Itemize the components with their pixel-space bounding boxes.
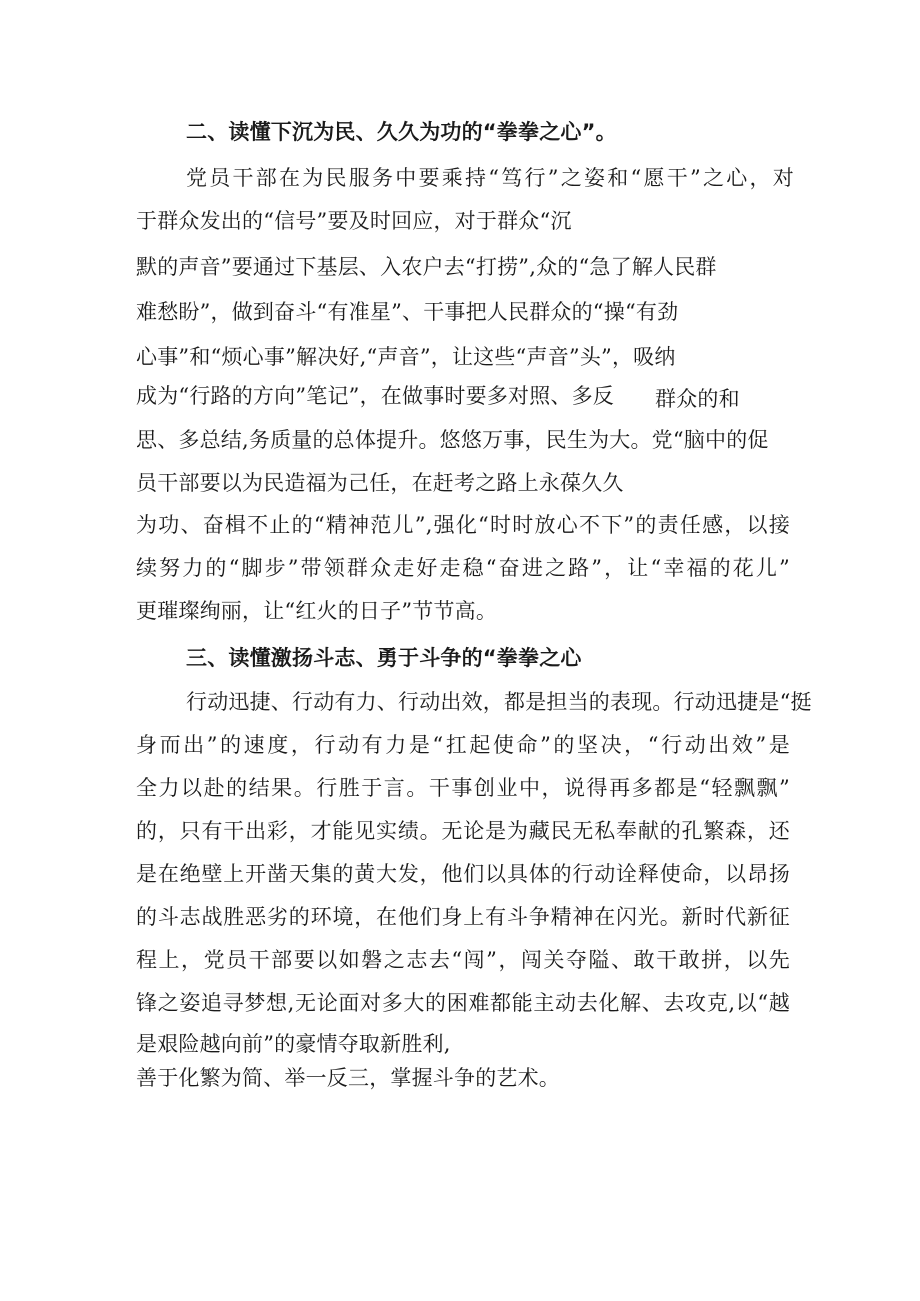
paragraph-line: 默的声音”要通过下基层、入农户去“打捞”,众的“急了解人民群 <box>136 255 717 279</box>
paragraph-line: 成为“行路的方向”笔记”，在做事时要多对照、多反 <box>136 384 615 408</box>
paragraph-line: 全力以赴的结果。行胜于言。干事创业中，说得再多都是“轻飘飘” <box>136 776 790 800</box>
paragraph-line: 身而出”的速度，行动有力是“扛起使命”的坚决，“行动出效”是 <box>136 733 790 757</box>
paragraph-line: 心事”和“烦心事”解决好,“声音”，让这些“声音”头”，吸纳 <box>136 345 676 369</box>
paragraph-line: 是艰险越向前”的豪情夺取新胜利, <box>136 1032 451 1056</box>
section-3-heading: 三、读懂激扬斗志、勇于斗争的“拳拳之心 <box>186 646 582 670</box>
paragraph-line: 的，只有干出彩，才能见实绩。无论是为藏民无私奉献的孔繁森，还 <box>136 819 790 843</box>
paragraph-line: 员干部要以为民造福为己任，在赶考之路上永葆久久 <box>136 471 624 495</box>
paragraph-line: 思、多总结,务质量的总体提升。悠悠万事，民生为大。党“脑中的促 <box>136 428 769 452</box>
paragraph-line: 党员干部在为民服务中要乘持“笃行”之姿和“愿干”之心，对 <box>186 166 794 190</box>
paragraph-line: 是在绝壁上开凿天集的黄大发，他们以具体的行动诠释使命，以昂扬 <box>136 862 790 886</box>
paragraph-line: 行动迅捷、行动有力、行动出效，都是担当的表现。行动迅捷是“挺 <box>186 690 812 714</box>
paragraph-line: 为功、奋楫不止的“精神范儿”,强化“时时放心不下”的责任感，以接 <box>136 513 790 537</box>
paragraph-line: 的斗志战胜恶劣的环境，在他们身上有斗争精神在闪光。新时代新征 <box>136 905 790 929</box>
section-2-heading: 二、读懂下沉为民、久久为功的“拳拳之心”。 <box>186 120 617 144</box>
overlay-text: 群众的和 <box>655 387 740 411</box>
paragraph-line: 续努力的“脚步”带领群众走好走稳“奋进之路”，让“幸福的花儿” <box>136 556 790 580</box>
paragraph-line: 善于化繁为简、举一反三，掌握斗争的艺术。 <box>136 1066 560 1090</box>
paragraph-line: 于群众发出的“信号”要及时回应，对于群众“沉 <box>136 209 572 233</box>
paragraph-line: 更璀璨绚丽，让“红火的日子”节节高。 <box>136 599 498 623</box>
paragraph-line: 锋之姿追寻梦想,无论面对多大的困难都能主动去化解、去攻克,以“越 <box>136 991 790 1015</box>
paragraph-line: 难愁盼”，做到奋斗“有准星”、干事把人民群众的“操“有劲 <box>136 300 679 324</box>
paragraph-line: 程上，党员干部要以如磐之志去“闯”，闯关夺隘、敢干敢拼，以先 <box>136 948 790 972</box>
